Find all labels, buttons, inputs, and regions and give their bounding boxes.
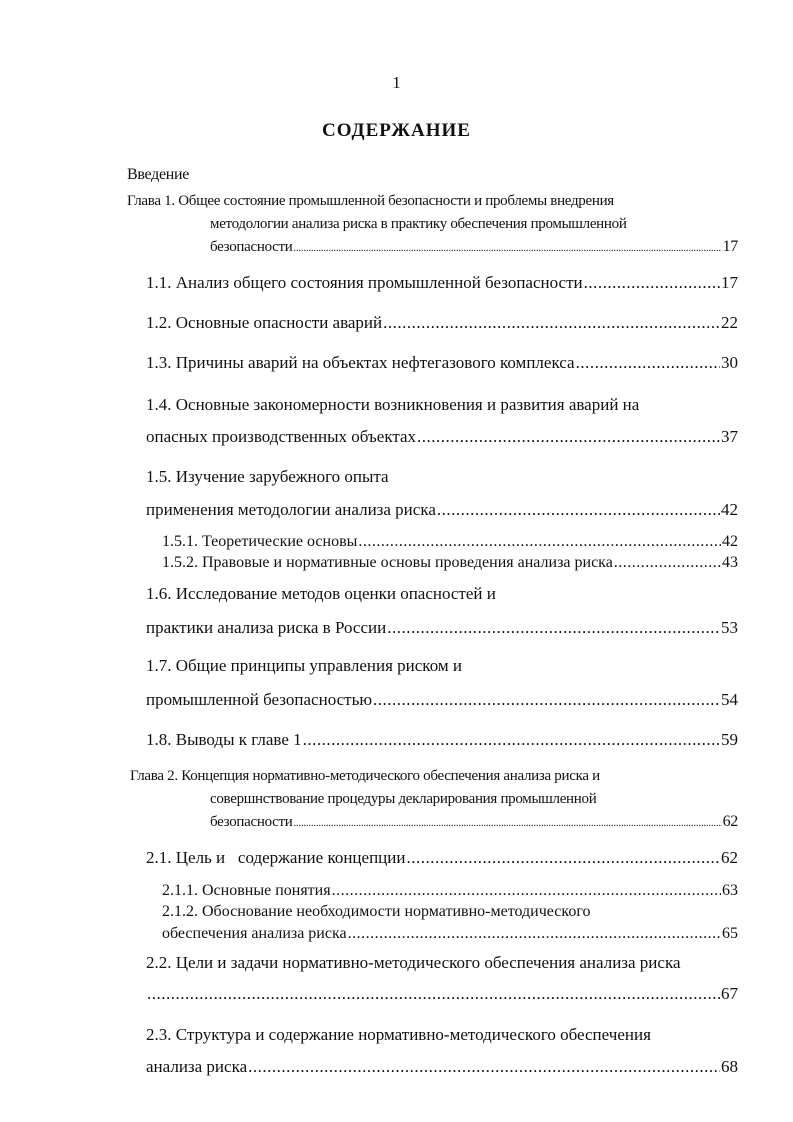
toc-section-1-1	[146, 273, 738, 293]
toc-entry-text: безопасности	[210, 814, 293, 830]
toc-entry-text: 1.8. Выводы к главе 1	[146, 730, 302, 749]
dot-leader	[147, 984, 720, 1004]
dot-leader	[373, 690, 720, 710]
toc-subsection-2-1-2-line-1: 2.1.2. Обоснование необходимости нормативно-методического	[162, 903, 591, 920]
toc-chapter-2-line-2: совершнствование процедуры декларирования промышленной	[210, 791, 597, 807]
toc-section-1-5-line-2	[146, 500, 738, 520]
toc-chapter-1-line-3	[210, 238, 738, 256]
toc-subsection-2-1-1	[162, 882, 738, 900]
page-title: СОДЕРЖАНИЕ	[322, 120, 471, 141]
toc-page-number: 17	[722, 238, 738, 255]
dot-leader	[303, 730, 720, 750]
dot-leader	[576, 353, 720, 373]
toc-chapter-1-line-2: методологии анализа риска в практику обеспечения промышленной	[210, 216, 627, 232]
toc-page-number: 59	[721, 730, 738, 749]
toc-entry-text: 1.1. Анализ общего состояния промышленной безопасности	[146, 273, 583, 292]
dot-leader	[294, 239, 722, 256]
toc-section-1-6-line-2	[146, 618, 738, 638]
dot-leader	[348, 925, 721, 943]
toc-section-2-2-line-2	[146, 984, 738, 1004]
toc-page-number: 17	[721, 273, 738, 292]
toc-page-number: 42	[721, 500, 738, 519]
dot-leader	[614, 554, 721, 572]
dot-leader	[294, 814, 722, 831]
toc-section-2-3-line-2	[146, 1057, 738, 1077]
toc-page-number: 37	[721, 427, 738, 446]
toc-entry-text: 2.1.1. Основные понятия	[162, 882, 331, 899]
toc-chapter-1-line-1: Глава 1. Общее состояние промышленной безопасности и проблемы внедрения	[127, 193, 614, 209]
toc-subsection-1-5-1	[162, 533, 738, 551]
toc-section-1-4-line-1: 1.4. Основные закономерности возникновения и развития аварий на	[146, 395, 640, 414]
dot-leader	[584, 273, 720, 293]
dot-leader	[406, 848, 720, 868]
toc-section-1-2	[146, 313, 738, 333]
toc-section-1-3	[146, 353, 738, 373]
toc-page-number: 63	[722, 882, 738, 899]
toc-subsection-1-5-2	[162, 554, 738, 572]
toc-entry-text: 1.5.2. Правовые и нормативные основы проведения анализа риска	[162, 554, 613, 571]
toc-subsection-2-1-2-line-2	[162, 925, 738, 943]
toc-section-1-7-line-2	[146, 690, 738, 710]
toc-section-1-5-line-1: 1.5. Изучение зарубежного опыта	[146, 467, 389, 486]
toc-section-2-2-line-1: 2.2. Цели и задачи нормативно-методического обеспечения анализа риска	[146, 953, 681, 972]
toc-entry-text: безопасности	[210, 239, 293, 255]
toc-entry-text: 1.3. Причины аварий на объектах нефтегазового комплекса	[146, 353, 575, 372]
dot-leader	[358, 533, 721, 551]
toc-section-1-8	[146, 730, 738, 750]
toc-page-number: 68	[721, 1057, 738, 1076]
toc-page-number: 30	[721, 353, 738, 372]
dot-leader	[248, 1057, 720, 1077]
toc-chapter-2-line-3	[210, 813, 738, 831]
toc-entry-text: 2.1. Цель и содержание концепции	[146, 848, 406, 867]
toc-page-number: 67	[721, 984, 738, 1003]
dot-leader	[437, 500, 720, 520]
toc-page-number: 62	[722, 813, 738, 830]
toc-section-1-7-line-1: 1.7. Общие принципы управления риском и	[146, 656, 462, 675]
toc-section-1-4-line-2	[146, 427, 738, 447]
dot-leader	[387, 618, 720, 638]
toc-page-number: 62	[721, 848, 738, 867]
dot-leader	[417, 427, 720, 447]
toc-section-2-3-line-1: 2.3. Структура и содержание нормативно-методического обеспечения	[146, 1025, 651, 1044]
toc-page-number: 65	[722, 925, 738, 942]
toc-entry-text: 1.5.1. Теоретические основы	[162, 533, 358, 550]
toc-page-number: 54	[721, 690, 738, 709]
toc-chapter-2-line-1: Глава 2. Концепция нормативно-методического обеспечения анализа риска и	[130, 768, 600, 784]
toc-entry-text: 1.2. Основные опасности аварий	[146, 313, 383, 332]
dot-leader	[383, 313, 720, 333]
toc-entry-text: применения методологии анализа риска	[146, 500, 436, 519]
toc-page-number: 53	[721, 618, 738, 637]
page-number: 1	[392, 73, 401, 92]
toc-entry-text: промышленной безопасностью	[146, 690, 373, 709]
toc-entry-text: практики анализа риска в России	[146, 618, 387, 637]
toc-section-2-1	[146, 848, 738, 868]
toc-page-number: 22	[721, 313, 738, 332]
toc-page-number: 43	[722, 554, 738, 571]
toc-entry-text: опасных производственных объектах	[146, 427, 417, 446]
toc-entry-text: анализа риска	[146, 1057, 248, 1076]
toc-intro: Введение	[127, 166, 190, 183]
toc-page-number: 42	[722, 533, 738, 550]
toc-section-1-6-line-1: 1.6. Исследование методов оценки опасностей и	[146, 584, 496, 603]
toc-entry-text: обеспечения анализа риска	[162, 925, 347, 942]
dot-leader	[332, 882, 721, 900]
